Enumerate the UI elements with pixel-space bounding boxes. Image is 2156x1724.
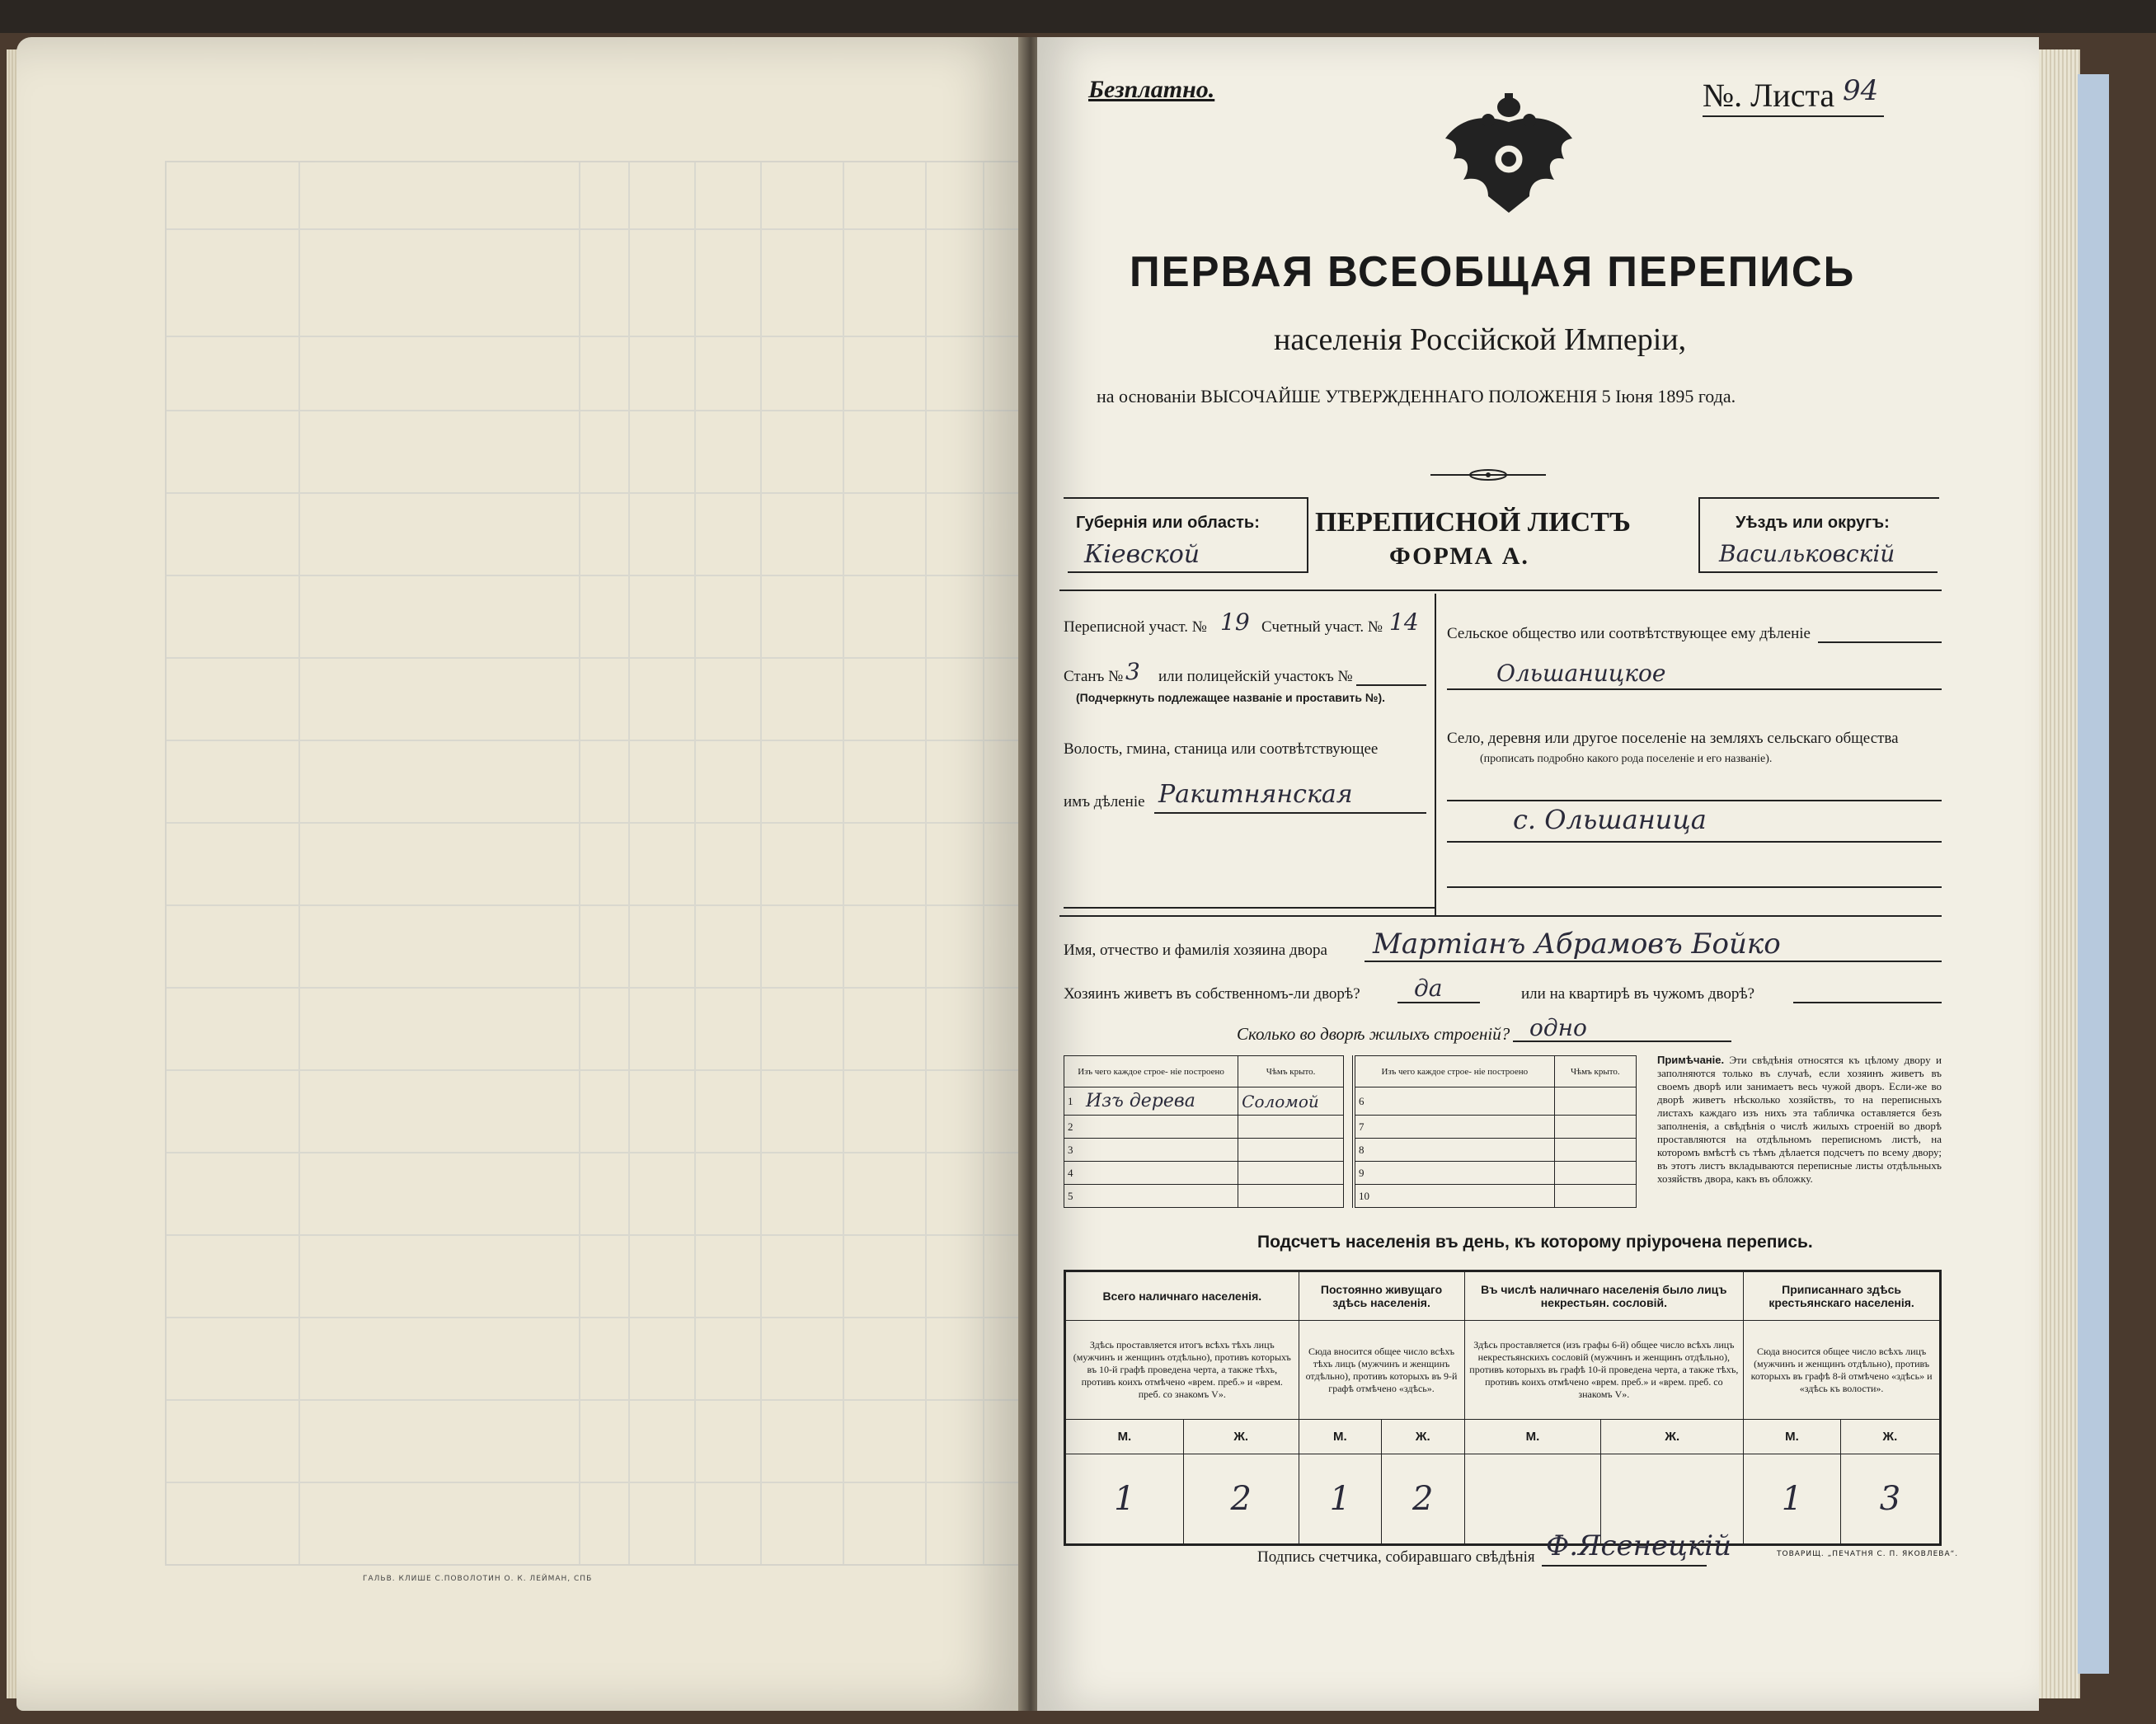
census-section-value: 19 [1220, 608, 1250, 636]
count-col-female: Ж. [1183, 1420, 1299, 1454]
count-value-permanent-female: 2 [1382, 1454, 1464, 1545]
form-type-title: ПЕРЕПИСНОЙ ЛИСТЪ [1315, 507, 1631, 538]
buildings-row-roof: Соломой [1238, 1087, 1344, 1116]
count-col-female: Ж. [1840, 1420, 1940, 1454]
left-page-imprint: ГАЛЬВ. КЛИШЕ С.ПОВОЛОТИН О. К. ЛЕЙМАН, СПБ [363, 1575, 593, 1583]
ornament-divider [1430, 468, 1546, 481]
buildings-row-n: 7 [1354, 1116, 1374, 1139]
count-desc-permanent: Сюда вносится общее число всѣхъ тѣхъ лицъ (мужчинъ и женщинъ отдѣльно), противъ которыхъ въ 9-й графѣ отмѣчено «здѣсь». [1299, 1321, 1464, 1420]
buildings-table-right [1352, 1055, 1637, 1208]
printer-imprint: ТОВАРИЩ. „ПЕЧАТНЯ С. П. ЯКОВЛЕВА“. [1777, 1550, 1959, 1558]
count-desc-registered: Сюда вносится общее число всѣхъ лицъ (мужчинъ и женщинъ отдѣльно), противъ которыхъ въ графѣ 8-й отмѣчено «здѣсь» и «здѣсь къ волости». [1744, 1321, 1941, 1420]
section-divider-top [1059, 590, 1942, 591]
form-main-title: ПЕРВАЯ ВСЕОБЩАЯ ПЕРЕПИСЬ [1130, 248, 1856, 296]
count-col-male: М. [1464, 1420, 1601, 1454]
count-value-registered-female: 3 [1840, 1454, 1940, 1545]
society-underline-2 [1447, 688, 1942, 690]
society-underline-1 [1818, 641, 1942, 643]
stan-underline [1356, 684, 1426, 686]
buildings-row-material: Изъ дерева [1083, 1087, 1238, 1116]
section-divider-mid [1059, 915, 1942, 917]
free-label: Безплатно. [1088, 76, 1215, 103]
buildings-row-n: 6 [1354, 1087, 1374, 1116]
volost-underline [1154, 812, 1426, 814]
village-value: с. Ольшаница [1513, 804, 1707, 835]
buildings-row-n: 10 [1354, 1185, 1374, 1208]
left-page [16, 37, 1024, 1711]
signature-value: Ф.Ясенецкій [1546, 1529, 1731, 1562]
vertical-divider [1435, 594, 1436, 915]
buildings-row-roof [1238, 1139, 1344, 1162]
count-header-registered: Приписаннаго здѣсь крестьянскаго населенія. [1744, 1271, 1941, 1321]
buildings-material-header: Изъ чего каждое строе- ніе построено [1064, 1056, 1238, 1087]
district-label: Уѣздъ или округъ: [1736, 514, 1890, 532]
owner-value: Мартіанъ Абрамовъ Бойко [1373, 928, 1781, 961]
buildings-note-title: Примѣчаніе. [1657, 1054, 1725, 1066]
province-value: Кіевской [1084, 540, 1200, 569]
signature-label: Подпись счетчика, собиравшаго свѣдѣнія [1257, 1548, 1535, 1566]
volost-value: Ракитнянская [1158, 780, 1353, 809]
buildings-value: одно [1529, 1014, 1587, 1041]
buildings-table-left [1064, 1055, 1344, 1208]
sheet-number-label: №. Листа [1703, 77, 1835, 114]
village-underline-2 [1447, 841, 1942, 843]
buildings-material-header: Изъ чего каждое строе- ніе построено [1354, 1056, 1554, 1087]
village-underline-1 [1447, 800, 1942, 801]
count-value-registered-male: 1 [1744, 1454, 1841, 1545]
stan-note: (Подчеркнуть подлежащее названіе и проставить №). [1076, 691, 1386, 704]
buildings-roof-header: Чѣмъ крыто. [1238, 1056, 1344, 1087]
blue-endpaper [2078, 74, 2109, 1674]
stan-label: Станъ № [1064, 668, 1124, 685]
buildings-roof-header: Чѣмъ крыто. [1554, 1056, 1636, 1087]
rent-underline [1793, 1002, 1942, 1003]
count-col-male: М. [1065, 1420, 1184, 1454]
right-page-edges [2039, 49, 2080, 1698]
district-underline [1698, 571, 1938, 573]
own-house-value: да [1414, 975, 1443, 1002]
province-underline [1068, 571, 1307, 573]
buildings-row-roof [1238, 1116, 1344, 1139]
count-desc-non-peasant: Здѣсь проставляется (изъ графы 6-й) общее число всѣхъ лицъ некрестьянскихъ сословій (мужчинъ и женщинъ отдѣльно), противъ которыхъ въ графѣ 10-й проведена черта, а также тѣхъ, противъ коихъ отмѣчено «врем. преб.» и «врем. преб. со знакомъ V». [1464, 1321, 1744, 1420]
owner-label: Имя, отчество и фамилія хозяина двора [1064, 942, 1327, 959]
village-underline-3 [1447, 886, 1942, 888]
buildings-row-n: 1 [1064, 1087, 1083, 1116]
count-value-total-female: 2 [1183, 1454, 1299, 1545]
buildings-row-n: 9 [1354, 1162, 1374, 1185]
form-type-subtitle: ФОРМА А. [1389, 543, 1529, 570]
stan-suffix: или полицейскій участокъ № [1158, 668, 1353, 685]
buildings-row-n: 2 [1064, 1116, 1083, 1139]
legal-basis-line: на основаніи ВЫСОЧАЙШЕ УТВЕРЖДЕННАГО ПОЛОЖЕНІЯ 5 Іюня 1895 года. [1097, 386, 1736, 406]
bleed-through-table [165, 161, 1026, 1566]
count-value-permanent-male: 1 [1299, 1454, 1381, 1545]
buildings-row-roof [1238, 1185, 1344, 1208]
count-value-total-male: 1 [1065, 1454, 1184, 1545]
sheet-number-underline [1703, 115, 1884, 117]
double-headed-eagle-emblem [1439, 89, 1579, 213]
owner-underline [1365, 961, 1942, 962]
society-label: Сельское общество или соотвѣтствующее ему дѣленіе [1447, 625, 1811, 642]
district-value: Васильковскій [1719, 540, 1895, 567]
volost-underline-2 [1064, 907, 1435, 909]
count-col-male: М. [1744, 1420, 1841, 1454]
count-header-non-peasant: Въ числѣ наличнаго населенія было лицъ некрестьян. сословій. [1464, 1271, 1744, 1321]
volost-label-2: имъ дѣленіе [1064, 793, 1145, 810]
stan-value: 3 [1125, 658, 1140, 685]
own-house-underline [1397, 1002, 1480, 1003]
form-subtitle: населенія Россійской Имперіи, [1274, 322, 1687, 357]
buildings-row-material [1083, 1116, 1238, 1139]
own-house-label: Хозяинъ живетъ въ собственномъ-ли дворѣ? [1064, 985, 1360, 1003]
society-value: Ольшаницкое [1496, 660, 1666, 687]
population-count-table [1064, 1270, 1942, 1546]
buildings-row-roof [1238, 1162, 1344, 1185]
buildings-label: Сколько во дворѣ жилыхъ строеній? [1237, 1024, 1510, 1044]
buildings-underline [1513, 1041, 1731, 1042]
count-col-male: М. [1299, 1420, 1381, 1454]
population-count-title: Подсчетъ населенія въ день, къ которому пріурочена перепись. [1257, 1233, 1813, 1252]
village-note: (прописать подробно какого рода поселеніе и его названіе). [1480, 753, 1773, 765]
census-section-label: Переписной участ. № [1064, 618, 1207, 636]
count-col-female: Ж. [1601, 1420, 1744, 1454]
buildings-row-n: 8 [1354, 1139, 1374, 1162]
buildings-row-material [1083, 1185, 1238, 1208]
province-label: Губернія или область: [1076, 514, 1260, 532]
sheet-number-value: 94 [1843, 74, 1879, 107]
signature-underline [1542, 1565, 1707, 1567]
buildings-row-n: 3 [1064, 1139, 1083, 1162]
buildings-note [1657, 1054, 1942, 1186]
count-header-total: Всего наличнаго населенія. [1065, 1271, 1299, 1321]
buildings-row-material [1083, 1162, 1238, 1185]
count-col-female: Ж. [1382, 1420, 1464, 1454]
count-header-permanent: Постоянно живущаго здѣсь населенія. [1299, 1271, 1464, 1321]
count-desc-total: Здѣсь проставляется итогъ всѣхъ тѣхъ лицъ (мужчинъ и женщинъ отдѣльно), противъ которыхъ въ 10-й графѣ проведена черта, а также тѣхъ, противъ коихъ отмѣчено «врем. преб.» и «врем. преб. со знакомъ V». [1065, 1321, 1299, 1420]
buildings-note-text: Эти свѣдѣнія относятся къ цѣлому двору и заполняются только въ случаѣ, если хозяинъ живетъ въ своемъ дворѣ или занимаетъ весь чужой дворъ. Если-же во дворѣ живетъ нѣсколько хозяйствъ, то на переписныхъ листахъ каждаго изъ нихъ эта табличка оставляется безъ заполненія, а свѣдѣнія о числѣ жилыхъ строеній во дворѣ проставляются на отдѣльномъ переписномъ листѣ, на которомъ вмѣстѣ съ тѣмъ дѣлается подсчетъ по всему двору; въ этотъ листъ вкладываются переписные листы отдѣльныхъ хозяйствъ двора, какъ въ обложку. [1657, 1054, 1942, 1185]
count-section-label: Счетный участ. № [1261, 618, 1383, 636]
buildings-row-n: 4 [1064, 1162, 1083, 1185]
volost-label: Волость, гмина, станица или соотвѣтствующее [1064, 740, 1379, 758]
census-form [1051, 74, 1959, 1608]
count-section-value: 14 [1389, 608, 1419, 636]
buildings-row-n: 5 [1064, 1185, 1083, 1208]
rent-label: или на квартирѣ въ чужомъ дворѣ? [1521, 985, 1755, 1003]
village-label: Село, деревня или другое поселеніе на земляхъ сельскаго общества [1447, 730, 1899, 747]
buildings-row-material [1083, 1139, 1238, 1162]
